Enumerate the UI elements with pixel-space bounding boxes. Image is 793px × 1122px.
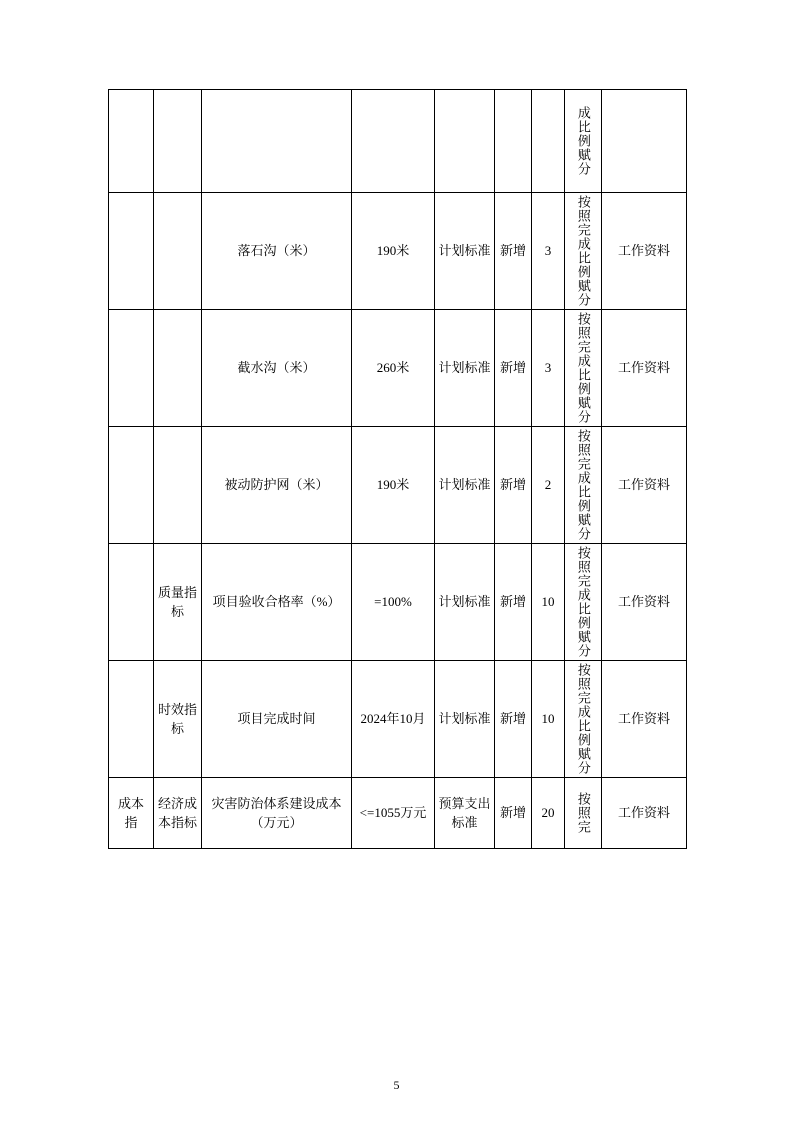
cell-standard-type: 计划标准 bbox=[435, 193, 495, 310]
cell-category bbox=[109, 90, 154, 193]
cell-standard-type: 计划标准 bbox=[435, 544, 495, 661]
cell-data-source: 工作资料 bbox=[602, 544, 687, 661]
cell-attribute: 新增 bbox=[495, 310, 532, 427]
cell-data-source: 工作资料 bbox=[602, 427, 687, 544]
cell-data-source: 工作资料 bbox=[602, 310, 687, 427]
cell-subcategory bbox=[154, 90, 202, 193]
scoring-rule-text: 按照完 bbox=[575, 792, 591, 834]
cell-scoring-rule bbox=[565, 90, 602, 193]
cell-standard-type: 计划标准 bbox=[435, 427, 495, 544]
cell-indicator-name: 项目完成时间 bbox=[202, 661, 352, 778]
cell-category bbox=[109, 427, 154, 544]
cell-subcategory bbox=[154, 427, 202, 544]
cell-score: 10 bbox=[532, 661, 565, 778]
cell-indicator-value: <=1055万元 bbox=[352, 778, 435, 849]
cell-subcategory: 时效指标 bbox=[154, 661, 202, 778]
table-row bbox=[109, 544, 687, 661]
cell-category bbox=[109, 661, 154, 778]
cell-attribute bbox=[495, 90, 532, 193]
cell-standard-type bbox=[435, 90, 495, 193]
cell-indicator-name bbox=[202, 90, 352, 193]
cell-category bbox=[109, 310, 154, 427]
table-row bbox=[109, 661, 687, 778]
cell-indicator-name: 灾害防治体系建设成本（万元） bbox=[202, 778, 352, 849]
cell-indicator-value: 190米 bbox=[352, 193, 435, 310]
cell-standard-type: 预算支出标准 bbox=[435, 778, 495, 849]
scoring-rule-text: 按照完成比例赋分 bbox=[575, 546, 591, 658]
table-row bbox=[109, 193, 687, 310]
cell-score: 3 bbox=[532, 193, 565, 310]
scoring-rule-text: 按照完成比例赋分 bbox=[575, 195, 591, 307]
cell-attribute: 新增 bbox=[495, 778, 532, 849]
cell-data-source: 工作资料 bbox=[602, 661, 687, 778]
cell-indicator-name: 项目验收合格率（%） bbox=[202, 544, 352, 661]
cell-scoring-rule bbox=[565, 427, 602, 544]
cell-subcategory bbox=[154, 310, 202, 427]
cell-indicator-name: 被动防护网（米） bbox=[202, 427, 352, 544]
cell-data-source: 工作资料 bbox=[602, 778, 687, 849]
cell-scoring-rule bbox=[565, 193, 602, 310]
table-row bbox=[109, 427, 687, 544]
cell-scoring-rule bbox=[565, 778, 602, 849]
scoring-rule-text: 按照完成比例赋分 bbox=[575, 663, 591, 775]
cell-attribute: 新增 bbox=[495, 427, 532, 544]
cell-data-source: 工作资料 bbox=[602, 193, 687, 310]
cell-attribute: 新增 bbox=[495, 193, 532, 310]
cell-standard-type: 计划标准 bbox=[435, 310, 495, 427]
scoring-rule-text: 成比例赋分 bbox=[575, 106, 591, 176]
cell-indicator-value: 2024年10月 bbox=[352, 661, 435, 778]
cell-subcategory: 质量指标 bbox=[154, 544, 202, 661]
cell-score: 20 bbox=[532, 778, 565, 849]
scoring-rule-text: 按照完成比例赋分 bbox=[575, 429, 591, 541]
cell-attribute: 新增 bbox=[495, 661, 532, 778]
cell-score: 3 bbox=[532, 310, 565, 427]
table-row bbox=[109, 310, 687, 427]
cell-indicator-value: =100% bbox=[352, 544, 435, 661]
page-number: 5 bbox=[393, 1078, 400, 1092]
table-row bbox=[109, 778, 687, 849]
cell-category: 成本指 bbox=[109, 778, 154, 849]
cell-data-source bbox=[602, 90, 687, 193]
cell-indicator-value: 190米 bbox=[352, 427, 435, 544]
cell-standard-type: 计划标准 bbox=[435, 661, 495, 778]
cell-scoring-rule bbox=[565, 544, 602, 661]
cell-scoring-rule bbox=[565, 661, 602, 778]
cell-attribute: 新增 bbox=[495, 544, 532, 661]
cell-category bbox=[109, 544, 154, 661]
cell-category bbox=[109, 193, 154, 310]
cell-score: 10 bbox=[532, 544, 565, 661]
scoring-rule-text: 按照完成比例赋分 bbox=[575, 312, 591, 424]
performance-indicator-table bbox=[108, 89, 687, 849]
cell-indicator-value: 260米 bbox=[352, 310, 435, 427]
cell-score bbox=[532, 90, 565, 193]
cell-indicator-value bbox=[352, 90, 435, 193]
cell-scoring-rule bbox=[565, 310, 602, 427]
table-row bbox=[109, 90, 687, 193]
cell-subcategory: 经济成本指标 bbox=[154, 778, 202, 849]
cell-score: 2 bbox=[532, 427, 565, 544]
cell-subcategory bbox=[154, 193, 202, 310]
cell-indicator-name: 截水沟（米） bbox=[202, 310, 352, 427]
cell-indicator-name: 落石沟（米） bbox=[202, 193, 352, 310]
